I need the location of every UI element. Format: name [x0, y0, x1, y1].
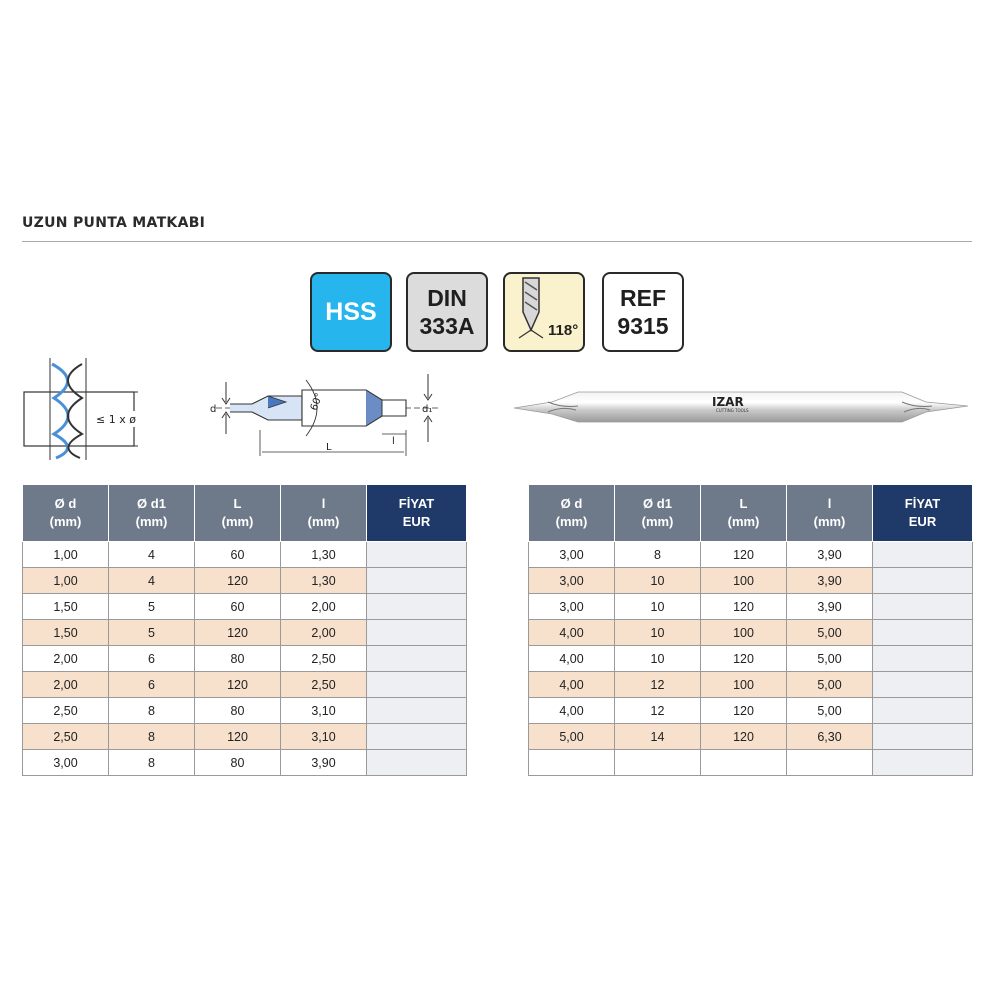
table-row: [23, 672, 467, 698]
table-cell: 5,00: [787, 672, 873, 698]
table-row: [23, 750, 467, 776]
col-header-L: L (mm): [701, 485, 787, 542]
table-cell: 120: [701, 646, 787, 672]
price-cell: [367, 568, 467, 594]
table-cell: 3,90: [787, 594, 873, 620]
table-row: [529, 672, 973, 698]
table-cell: 5,00: [529, 724, 615, 750]
table-cell: 4,00: [529, 698, 615, 724]
ref-line2: 9315: [617, 313, 669, 339]
table-body: [529, 542, 973, 776]
price-cell: [873, 594, 973, 620]
table-row: [23, 542, 467, 568]
table-cell: 60: [195, 594, 281, 620]
table-cell: 10: [615, 646, 701, 672]
table-row: [23, 568, 467, 594]
table-cell: [701, 750, 787, 776]
ref-line1: REF: [620, 285, 666, 311]
center-drill-product-image: [512, 380, 972, 432]
table-cell: 3,00: [23, 750, 109, 776]
price-cell: [873, 698, 973, 724]
table-cell: 8: [109, 724, 195, 750]
table-row: [529, 724, 973, 750]
table-cell: 12: [615, 672, 701, 698]
table-cell: 2,50: [281, 646, 367, 672]
price-cell: [873, 620, 973, 646]
table-cell: 4,00: [529, 672, 615, 698]
reference-badge: [602, 272, 684, 352]
norm-line2: 333A: [419, 313, 475, 339]
size-table-left: [22, 484, 467, 776]
col-header-d1: Ø d1 (mm): [615, 485, 701, 542]
table-cell: 4,00: [529, 646, 615, 672]
dim-L-label: L: [326, 442, 332, 453]
table-header-row: [23, 485, 467, 542]
table-cell: 120: [195, 672, 281, 698]
table-cell: 3,10: [281, 724, 367, 750]
point-angle-badge: [503, 272, 585, 352]
table-cell: 3,90: [281, 750, 367, 776]
table-cell: 14: [615, 724, 701, 750]
col-header-d1: Ø d1 (mm): [109, 485, 195, 542]
table-row: [23, 698, 467, 724]
table-cell: [615, 750, 701, 776]
table-cell: [787, 750, 873, 776]
table-row: [529, 594, 973, 620]
table-cell: 4,00: [529, 620, 615, 646]
price-cell: [367, 542, 467, 568]
din-norm-badge: [406, 272, 488, 352]
table-cell: 120: [701, 724, 787, 750]
table-body: [23, 542, 467, 776]
table-cell: 100: [701, 568, 787, 594]
table-cell: 2,00: [23, 672, 109, 698]
table-row: [23, 594, 467, 620]
table-cell: 2,50: [23, 698, 109, 724]
price-cell: [367, 620, 467, 646]
table-row: [529, 698, 973, 724]
table-cell: 120: [195, 620, 281, 646]
table-cell: 6: [109, 646, 195, 672]
table-row: [529, 620, 973, 646]
table-cell: 2,50: [281, 672, 367, 698]
table-cell: 120: [195, 724, 281, 750]
product-logo-sub: CUTTING TOOLS: [716, 408, 749, 413]
material-label: HSS: [325, 297, 377, 326]
dim-angle-label: 60°: [308, 391, 326, 413]
dim-d-label: d: [210, 404, 217, 415]
table-cell: 2,00: [281, 594, 367, 620]
price-cell: [873, 750, 973, 776]
table-cell: 4: [109, 568, 195, 594]
col-header-l: l (mm): [787, 485, 873, 542]
table-cell: 3,90: [787, 542, 873, 568]
size-table-right: [528, 484, 973, 776]
table-cell: 5: [109, 620, 195, 646]
table-cell: 10: [615, 594, 701, 620]
hole-depth-label: ≤ 1 x ø: [96, 413, 136, 426]
col-header-price: FİYAT EUR: [367, 485, 467, 542]
table-cell: 4: [109, 542, 195, 568]
table-cell: 1,50: [23, 620, 109, 646]
price-cell: [367, 646, 467, 672]
price-cell: [873, 672, 973, 698]
col-header-d: Ø d (mm): [529, 485, 615, 542]
table-cell: 8: [615, 542, 701, 568]
table-cell: 6,30: [787, 724, 873, 750]
price-cell: [873, 646, 973, 672]
price-cell: [367, 750, 467, 776]
table-cell: 100: [701, 672, 787, 698]
table-cell: 60: [195, 542, 281, 568]
price-cell: [873, 542, 973, 568]
table-cell: 3,90: [787, 568, 873, 594]
table-cell: 2,50: [23, 724, 109, 750]
table-row: [529, 646, 973, 672]
product-logo: IZAR: [712, 395, 744, 409]
table-cell: 3,00: [529, 568, 615, 594]
table-cell: 12: [615, 698, 701, 724]
price-cell: [367, 672, 467, 698]
title-divider: [22, 241, 972, 242]
table-cell: 120: [701, 594, 787, 620]
table-cell: 2,00: [281, 620, 367, 646]
price-cell: [367, 724, 467, 750]
col-header-L: L (mm): [195, 485, 281, 542]
dim-d1-label: d₁: [422, 404, 433, 415]
price-cell: [873, 568, 973, 594]
table-cell: 5,00: [787, 620, 873, 646]
table-cell: 10: [615, 568, 701, 594]
table-row: [529, 542, 973, 568]
table-cell: 100: [701, 620, 787, 646]
table-row: [23, 724, 467, 750]
table-cell: 1,00: [23, 542, 109, 568]
table-cell: 1,50: [23, 594, 109, 620]
table-cell: 10: [615, 620, 701, 646]
price-cell: [873, 724, 973, 750]
col-header-d: Ø d (mm): [23, 485, 109, 542]
table-cell: 120: [701, 542, 787, 568]
table-cell: 3,00: [529, 594, 615, 620]
table-cell: 120: [701, 698, 787, 724]
table-row: [529, 568, 973, 594]
table-cell: 5,00: [787, 698, 873, 724]
table-cell: 5,00: [787, 646, 873, 672]
table-cell: 5: [109, 594, 195, 620]
table-header-row: [529, 485, 973, 542]
table-cell: 8: [109, 750, 195, 776]
table-cell: 1,00: [23, 568, 109, 594]
table-cell: 120: [195, 568, 281, 594]
table-cell: 3,00: [529, 542, 615, 568]
table-cell: [529, 750, 615, 776]
col-header-l: l (mm): [281, 485, 367, 542]
table-cell: 2,00: [23, 646, 109, 672]
table-row: [529, 750, 973, 776]
col-header-price: FİYAT EUR: [873, 485, 973, 542]
point-angle-value: 118°: [548, 322, 579, 339]
table-cell: 1,30: [281, 542, 367, 568]
center-drill-dimension-diagram: [206, 368, 446, 458]
norm-line1: DIN: [427, 285, 467, 311]
table-row: [23, 620, 467, 646]
hss-material-badge: [310, 272, 392, 352]
table-row: [23, 646, 467, 672]
table-cell: 80: [195, 698, 281, 724]
price-cell: [367, 594, 467, 620]
table-cell: 80: [195, 750, 281, 776]
table-cell: 80: [195, 646, 281, 672]
table-cell: 1,30: [281, 568, 367, 594]
price-cell: [367, 698, 467, 724]
hole-depth-diagram: [20, 358, 150, 464]
table-cell: 8: [109, 698, 195, 724]
dim-l-label: l: [392, 436, 395, 447]
table-cell: 3,10: [281, 698, 367, 724]
table-cell: 6: [109, 672, 195, 698]
page-title: UZUN PUNTA MATKABI: [22, 215, 206, 231]
